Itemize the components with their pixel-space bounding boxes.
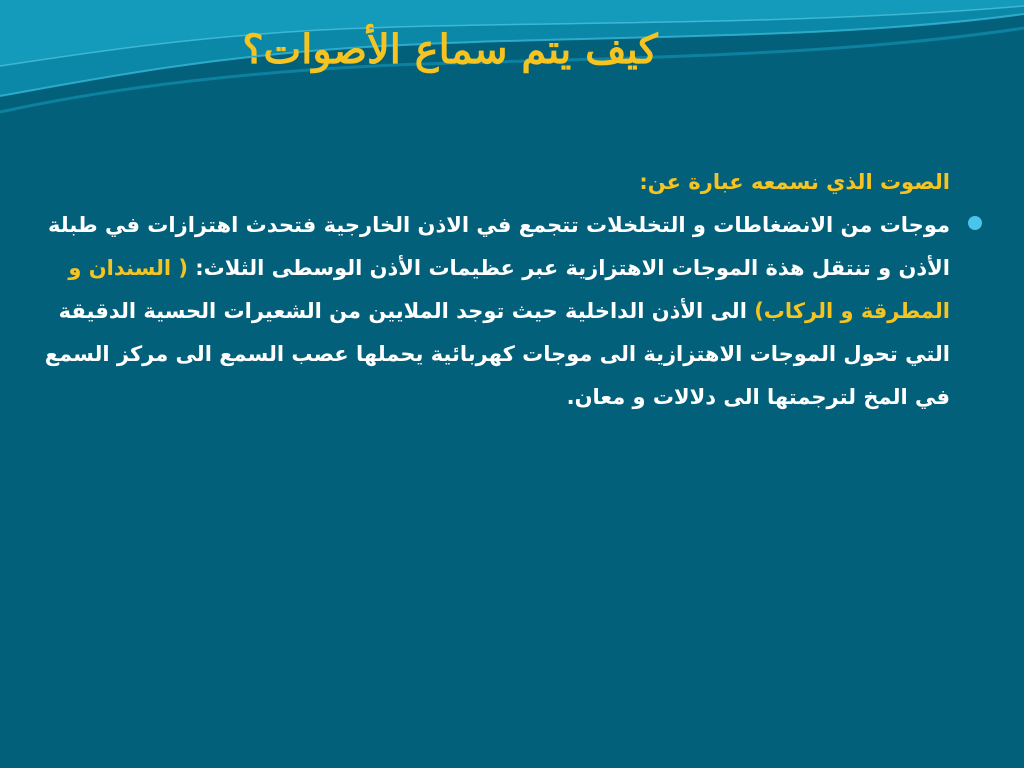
- ossicles-highlight: ( السندان و المطرقة و الركاب): [68, 256, 950, 323]
- bullet-text: [40, 204, 950, 419]
- bullet-text-part1: موجات من الانضغاطات و التخلخلات تتجمع في الاذن الخارجية فتحدث اهتزازات في طبلة الأذن و تنتقل هذة الموجات الاهتزازية عبر عظيمات الأذن الوسطى الثلاث:: [48, 213, 950, 280]
- intro-text: الصوت الذي نسمعه عبارة عن:: [639, 170, 950, 194]
- slide-content: [40, 160, 950, 419]
- slide-title: كيف يتم سماع الأصوات؟: [242, 26, 658, 73]
- bullet-item: [40, 204, 950, 419]
- bullet-text-part2: الى الأذن الداخلية حيث توجد الملايين من الشعيرات الحسية الدقيقة التي تحول الموجات الاهتزازية الى موجات كهربائية يحملها عصب السمع الى مركز السمع في المخ لترجمتها الى دلالات و معان.: [44, 299, 950, 409]
- bullet-dot-icon: [968, 216, 982, 230]
